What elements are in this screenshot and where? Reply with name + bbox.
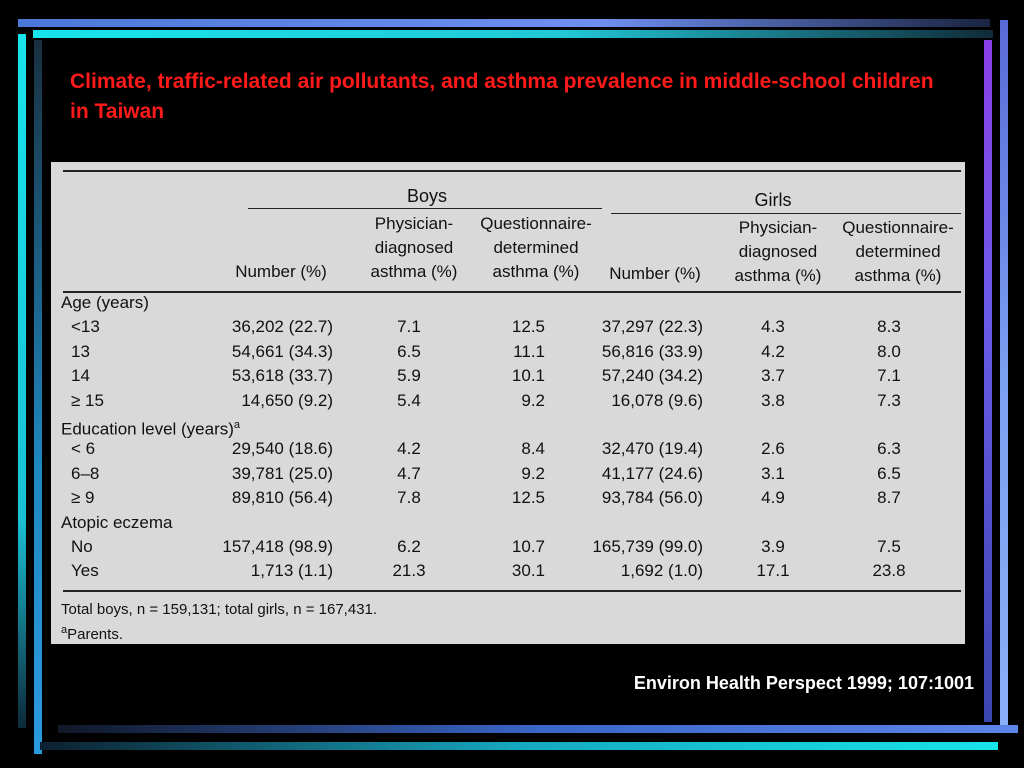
cell-girls-physician: 2.6 xyxy=(761,439,785,459)
cell-boys-number: 53,618 (33.7) xyxy=(231,366,333,386)
frame-bar-left-outer xyxy=(18,34,26,728)
cell-boys-number: 89,810 (56.4) xyxy=(231,488,333,508)
frame-bar-right-inner xyxy=(984,40,992,722)
cell-boys-physician: 5.9 xyxy=(397,366,421,386)
row-label: ≥ 15 xyxy=(71,390,104,410)
girls-group-rule xyxy=(611,213,961,214)
footnote-a-text: Parents. xyxy=(67,626,123,643)
cell-girls-questionnaire: 6.5 xyxy=(877,463,901,483)
header-girls-number: Number (%) xyxy=(609,264,701,283)
cell-girls-questionnaire: 8.3 xyxy=(877,317,901,337)
header-girls-questionnaire: Questionnaire- determined asthma (%) xyxy=(842,218,954,285)
cell-boys-physician: 4.2 xyxy=(397,439,421,459)
citation: Environ Health Perspect 1999; 107:1001 xyxy=(633,673,974,693)
cell-girls-questionnaire: 8.0 xyxy=(877,341,901,361)
cell-boys-number: 54,661 (34.3) xyxy=(231,341,333,361)
frame-bar-left-inner xyxy=(34,40,42,754)
data-table xyxy=(51,162,965,644)
slide-title: Climate, traffic-related air pollutants, and asthma prevalence in middle-school children in Taiwan xyxy=(70,70,934,123)
row-label: No xyxy=(71,537,93,556)
cell-boys-questionnaire: 12.5 xyxy=(511,317,545,337)
cell-girls-physician: 4.3 xyxy=(761,317,785,337)
cell-girls-physician: 4.2 xyxy=(761,341,785,361)
frame-bar-bottom-outer xyxy=(40,742,998,750)
header-boys-physician: Physician- diagnosed asthma (%) xyxy=(370,214,458,281)
cell-boys-questionnaire: 9.2 xyxy=(521,463,545,483)
cell-girls-number: 57,240 (34.2) xyxy=(601,366,703,386)
cell-girls-physician: 3.8 xyxy=(761,390,785,410)
cell-girls-questionnaire: 8.7 xyxy=(877,488,901,508)
header-boys-number: Number (%) xyxy=(235,262,327,281)
section-label: Age (years) xyxy=(61,293,149,312)
section-label: Education level (years)$^a$ xyxy=(61,419,241,439)
cell-girls-questionnaire: 7.5 xyxy=(877,537,901,556)
cell-boys-number: 36,202 (22.7) xyxy=(231,317,333,337)
cell-boys-questionnaire: 10.1 xyxy=(511,366,545,386)
cell-boys-physician: 6.5 xyxy=(397,341,421,361)
cell-girls-questionnaire: 23.8 xyxy=(872,561,906,581)
frame-bar-top-inner xyxy=(33,30,993,38)
cell-boys-number: 39,781 (25.0) xyxy=(231,463,333,483)
header-girls-physician: Physician- diagnosed asthma (%) xyxy=(734,218,822,285)
cell-boys-physician: 5.4 xyxy=(397,390,421,410)
row-label: Yes xyxy=(71,561,99,581)
section-label: Atopic eczema xyxy=(61,512,173,532)
cell-girls-physician: 3.9 xyxy=(761,537,785,556)
frame-bar-right-outer xyxy=(1000,20,1008,730)
cell-girls-number: 56,816 (33.9) xyxy=(601,341,703,361)
cell-boys-questionnaire: 30.1 xyxy=(511,561,545,581)
table-header-rule xyxy=(63,291,961,293)
group-header-boys: Boys xyxy=(406,186,448,206)
boys-group-rule xyxy=(248,208,602,209)
row-label: < 6 xyxy=(71,439,96,459)
cell-girls-number: 93,784 (56.0) xyxy=(601,488,703,508)
table-bottom-rule xyxy=(63,590,961,592)
cell-girls-physician: 3.7 xyxy=(761,366,785,386)
cell-boys-number: 157,418 (98.9) xyxy=(222,537,333,556)
cell-boys-physician: 7.8 xyxy=(397,488,421,508)
cell-girls-number: 41,177 (24.6) xyxy=(601,463,703,483)
row-label: 14 xyxy=(71,366,90,386)
cell-girls-number: 16,078 (9.6) xyxy=(611,390,703,410)
cell-boys-physician: 7.1 xyxy=(397,317,421,337)
cell-boys-questionnaire: 10.7 xyxy=(511,537,545,556)
table-top-rule xyxy=(63,170,961,172)
cell-girls-physician: 4.9 xyxy=(761,488,785,508)
cell-boys-number: 1,713 (1.1) xyxy=(250,561,333,581)
row-label: 13 xyxy=(71,341,90,361)
cell-girls-number: 1,692 (1.0) xyxy=(620,561,703,581)
footnote-a xyxy=(61,620,123,645)
cell-boys-physician: 4.7 xyxy=(397,463,421,483)
frame-bar-top-outer xyxy=(18,19,990,27)
row-label: ≥ 9 xyxy=(71,488,95,508)
cell-girls-questionnaire: 6.3 xyxy=(877,439,901,459)
cell-boys-questionnaire: 11.1 xyxy=(513,341,545,361)
cell-girls-number: 165,739 (99.0) xyxy=(592,537,703,556)
cell-girls-questionnaire: 7.3 xyxy=(877,390,901,410)
frame-bar-bottom-inner xyxy=(58,725,1018,733)
cell-boys-questionnaire: 12.5 xyxy=(511,488,545,508)
cell-girls-number: 32,470 (19.4) xyxy=(601,439,703,459)
cell-boys-number: 14,650 (9.2) xyxy=(241,390,333,410)
group-header-girls: Girls xyxy=(754,190,792,210)
cell-boys-physician: 6.2 xyxy=(397,537,421,556)
footnote-a-marker: a xyxy=(61,624,68,636)
row-label: 6–8 xyxy=(71,463,100,483)
cell-girls-physician: 17.1 xyxy=(756,561,790,581)
cell-girls-physician: 3.1 xyxy=(761,463,785,483)
header-boys-questionnaire: Questionnaire- determined asthma (%) xyxy=(480,214,592,281)
cell-boys-physician: 21.3 xyxy=(392,561,426,581)
cell-girls-questionnaire: 7.1 xyxy=(877,366,901,386)
cell-girls-number: 37,297 (22.3) xyxy=(601,317,703,337)
row-label: <13 xyxy=(71,317,100,337)
cell-boys-questionnaire: 8.4 xyxy=(521,439,545,459)
cell-boys-number: 29,540 (18.6) xyxy=(231,439,333,459)
footnote-totals: Total boys, n = 159,131; total girls, n = 167,431. xyxy=(61,601,378,618)
cell-boys-questionnaire: 9.2 xyxy=(521,390,545,410)
